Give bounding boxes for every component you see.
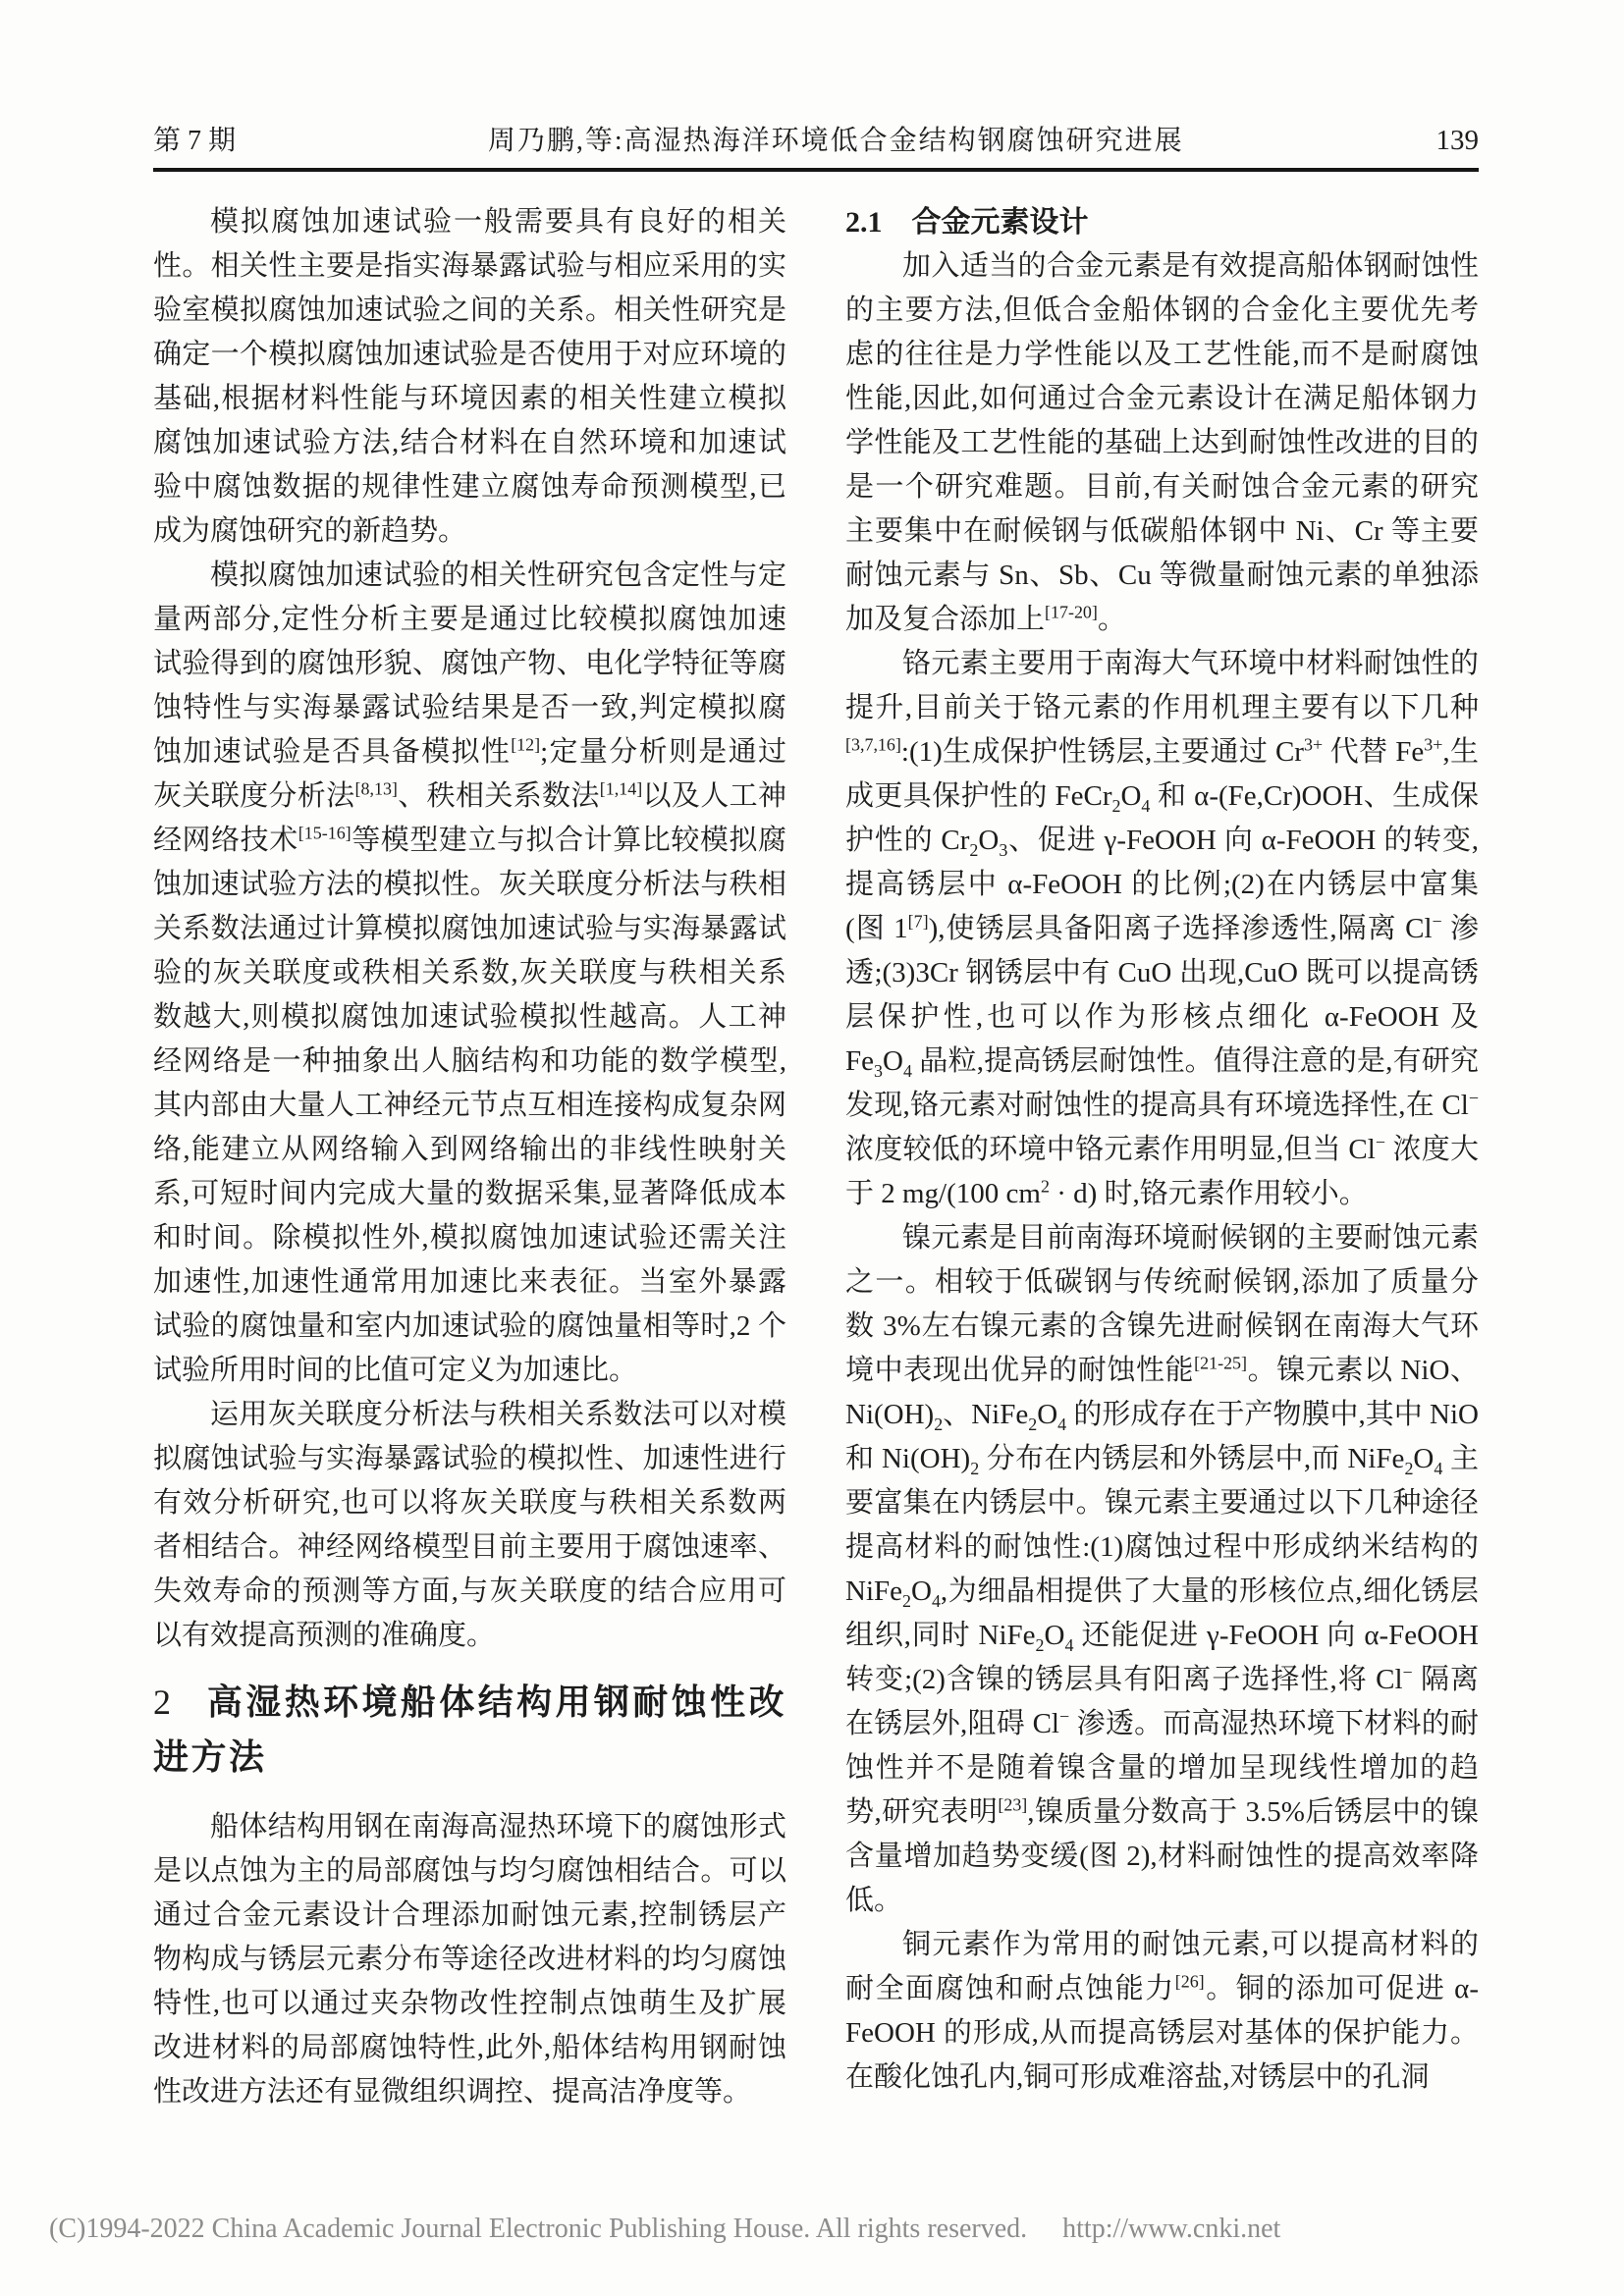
section-2-title: 高湿热环境船体结构用钢耐蚀性改进方法 (153, 1682, 786, 1777)
two-column-body (153, 200, 1479, 2114)
page-header (153, 124, 1479, 158)
section-2-1-title: 合金元素设计 (911, 206, 1089, 239)
section-2-heading (153, 1675, 786, 1785)
section-2-1-heading (845, 200, 1479, 244)
section-2-1-number: 2.1 (845, 206, 883, 239)
paragraph: 船体结构用钢在南海高湿热环境下的腐蚀形式是以点蚀为主的局部腐蚀与均匀腐蚀相结合。可以通过合金元素设计合理添加耐蚀元素,控制锈层产物构成与锈层元素分布等途径改进材料的均匀腐蚀特性,也可以通过夹杂物改性控制点蚀萌生及扩展改进材料的局部腐蚀特性,此外,船体结构用钢耐蚀性改进方法还有显微组织调控、提高洁净度等。 (153, 1811, 786, 2108)
copyright-text: (C)1994-2022 China Academic Journal Electronic Publishing House. All rights reserved. (49, 2214, 1028, 2244)
issue-label: 第 7 期 (153, 126, 237, 156)
header-rule (153, 168, 1479, 172)
paragraph: 铬元素主要用于南海大气环境中材料耐蚀性的提升,目前关于铬元素的作用机理主要有以下几种[3,7,16]:(1)生成保护性锈层,主要通过 $Cr^{3+}$ 代替 $Fe^{3+}$,生成更具保护性的 $FeCr_2O_4$ 和 α-(Fe,Cr)OOH、生成保护性的 $Cr_2O_3$、促进 γ-FeOOH 向 α-FeOOH 的转变,提高锈层中 α-FeOOH 的比例;(2)在内锈层中富集(图 1[7]),使锈层具备阳离子选择渗透性,隔离 Cl− 渗透;(3)3Cr 钢锈层中有 CuO 出现,CuO 既可以提高锈层保护性,也可以作为形核点细化 α-FeOOH 及 $Fe_3O_4$ 晶粒,提高锈层耐蚀性。值得注意的是,有研究发现,铬元素对耐蚀性的提高具有环境选择性,在 Cl− 浓度较低的环境中铬元素作用明显,但当 Cl− 浓度大于 2 mg/(100 $cm^2 \cdot d$) 时,铬元素作用较小。 (845, 648, 1479, 1209)
paragraph: 运用灰关联度分析法与秩相关系数法可以对模拟腐蚀试验与实海暴露试验的模拟性、加速性进行有效分析研究,也可以将灰关联度与秩相关系数两者相结合。神经网络模型目前主要用于腐蚀速率、失效寿命的预测等方面,与灰关联度的结合应用可以有效提高预测的准确度。 (153, 1399, 786, 1651)
paragraph: 铜元素作为常用的耐蚀元素,可以提高材料的耐全面腐蚀和耐点蚀能力[26]。铜的添加可促进 α-FeOOH 的形成,从而提高锈层对基体的保护能力。在酸化蚀孔内,铜可形成难溶盐,对锈层中的孔洞 (845, 1929, 1479, 2093)
section-2-number: 2 (153, 1682, 171, 1722)
paragraph: 镍元素是目前南海环境耐候钢的主要耐蚀元素之一。相较于低碳钢与传统耐候钢,添加了质量分数 3%左右镍元素的含镍先进耐候钢在南海大气环境中表现出优异的耐蚀性能[21-25]。镍元素以 NiO、$Ni(OH)_2$、$NiFe_2O_4$ 的形成存在于产物膜中,其中 NiO 和 $Ni(OH)_2$ 分布在内锈层和外锈层中,而 $NiFe_2O_4$ 主要富集在内锈层中。镍元素主要通过以下几种途径提高材料的耐蚀性:(1)腐蚀过程中形成纳米结构的 $NiFe_2O_4$,为细晶相提供了大量的形核位点,细化锈层组织,同时 $NiFe_2O_4$ 还能促进 γ-FeOOH 向 α-FeOOH 转变;(2)含镍的锈层具有阳离子选择性,将 Cl− 隔离在锈层外,阻碍 Cl− 渗透。而高湿热环境下材料的耐蚀性并不是随着镍含量的增加呈现线性增加的趋势,研究表明[23],镍质量分数高于 3.5%后锈层中的镍含量增加趋势变缓(图 2),材料耐蚀性的提高效率降低。 (845, 1222, 1479, 1916)
right-column (845, 200, 1479, 2114)
paragraph: 模拟腐蚀加速试验一般需要具有良好的相关性。相关性主要是指实海暴露试验与相应采用的实验室模拟腐蚀加速试验之间的关系。相关性研究是确定一个模拟腐蚀加速试验是否使用于对应环境的基础,根据材料性能与环境因素的相关性建立模拟腐蚀加速试验方法,结合材料在自然环境和加速试验中腐蚀数据的规律性建立腐蚀寿命预测模型,已成为腐蚀研究的新趋势。 (153, 206, 786, 547)
running-title: 周乃鹏,等:高湿热海洋环境低合金结构钢腐蚀研究进展 (487, 126, 1184, 156)
paragraph: 加入适当的合金元素是有效提高船体钢耐蚀性的主要方法,但低合金船体钢的合金化主要优先考虑的往往是力学性能以及工艺性能,而不是耐腐蚀性能,因此,如何通过合金元素设计在满足船体钢力学性能及工艺性能的基础上达到耐蚀性改进的目的是一个研究难题。目前,有关耐蚀合金元素的研究主要集中在耐候钢与低碳船体钢中 Ni、Cr 等主要耐蚀元素与 Sn、Sb、Cu 等微量耐蚀元素的单独添加及复合添加上[17-20]。 (845, 250, 1479, 635)
paragraph: 模拟腐蚀加速试验的相关性研究包含定性与定量两部分,定性分析主要是通过比较模拟腐蚀加速试验得到的腐蚀形貌、腐蚀产物、电化学特征等腐蚀特性与实海暴露试验结果是否一致,判定模拟腐蚀加速试验是否具备模拟性[12];定量分析则是通过灰关联度分析法[8,13]、秩相关系数法[1,14]以及人工神经网络技术[15-16]等模型建立与拟合计算比较模拟腐蚀加速试验方法的模拟性。灰关联度分析法与秩相关系数法通过计算模拟腐蚀加速试验与实海暴露试验的灰关联度或秩相关系数,灰关联度与秩相关系数越大,则模拟腐蚀加速试验模拟性越高。人工神经网络是一种抽象出人脑结构和功能的数学模型,其内部由大量人工神经元节点互相连接构成复杂网络,能建立从网络输入到网络输出的非线性映射关系,可短时间内完成大量的数据采集,显著降低成本和时间。除模拟性外,模拟腐蚀加速试验还需关注加速性,加速性通常用加速比来表征。当室外暴露试验的腐蚀量和室内加速试验的腐蚀量相等时,2 个试验所用时间的比值可定义为加速比。 (153, 560, 786, 1386)
left-column (153, 200, 786, 2114)
page-footer (49, 2212, 1581, 2247)
page-number: 139 (1435, 125, 1479, 156)
cnki-url: http://www.cnki.net (1062, 2214, 1281, 2244)
